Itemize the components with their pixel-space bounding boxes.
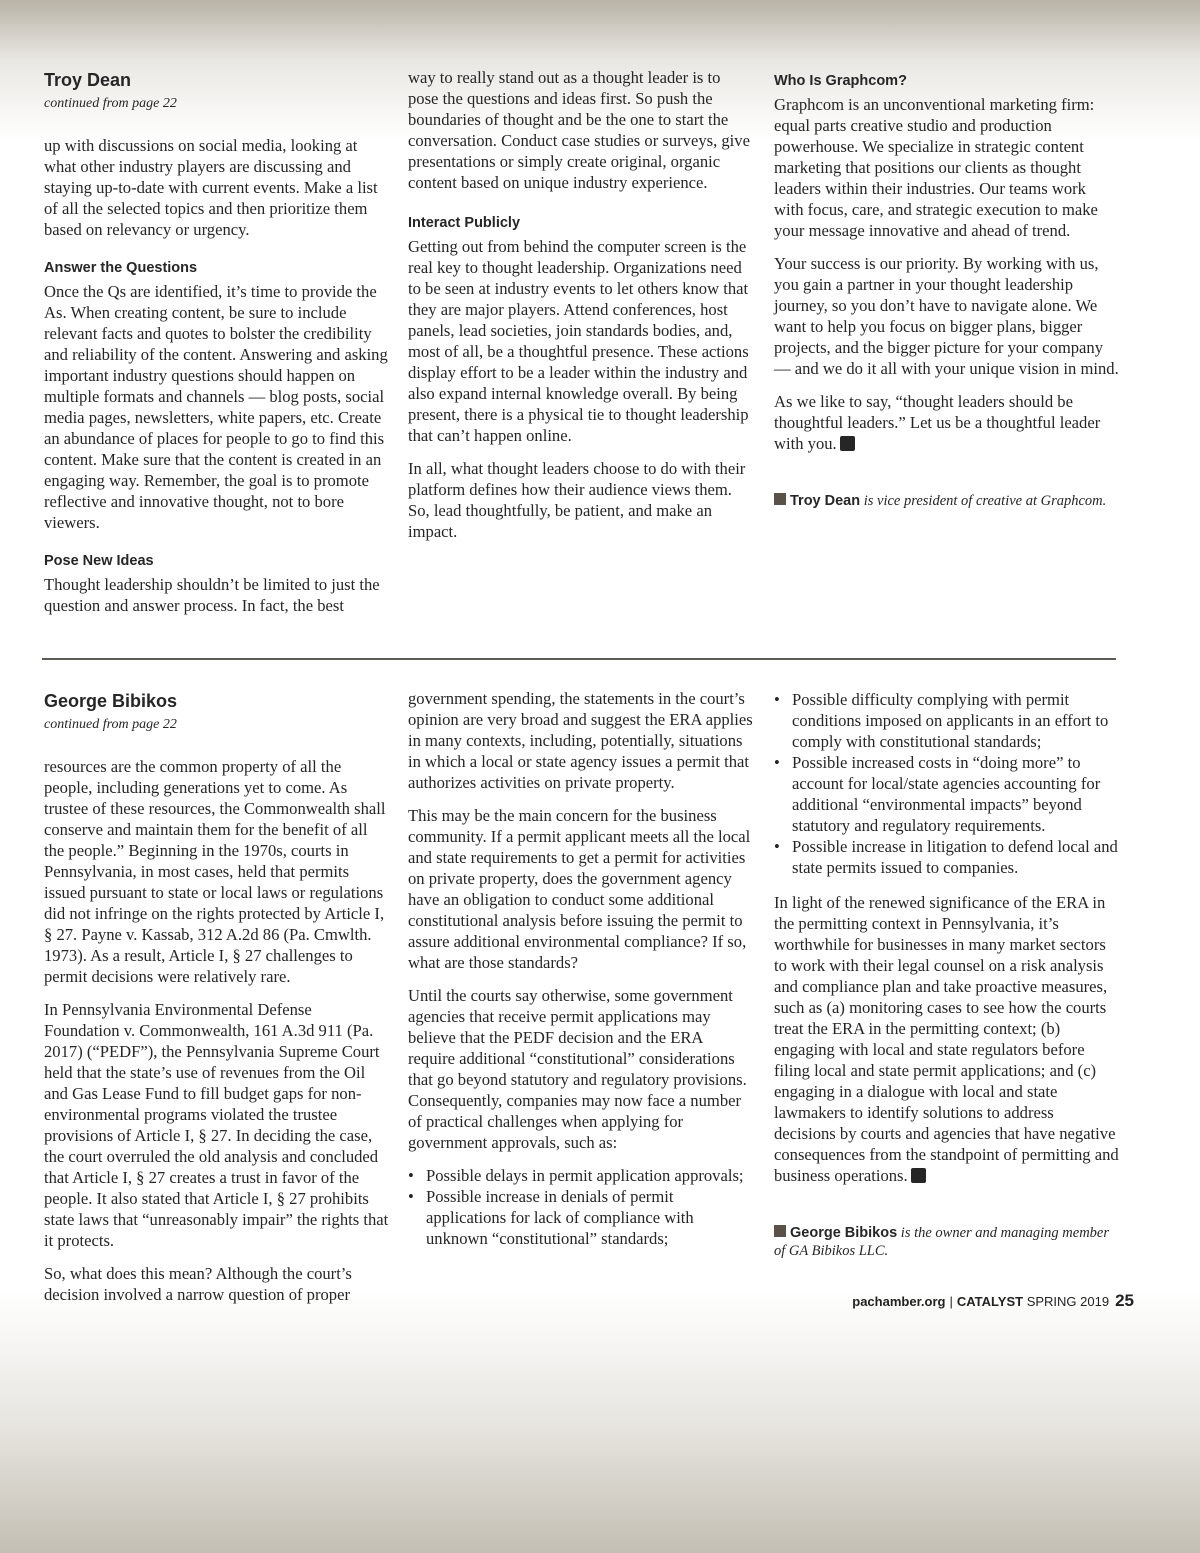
article1-column-3	[774, 71, 1119, 510]
list-item: • Possible difficulty complying with permit conditions imposed on applicants in an effort to comply with constitutional standards;	[774, 689, 1119, 752]
paragraph: Thought leadership shouldn’t be limited to just the question and answer process. In fact, the best	[44, 575, 380, 615]
paragraph: In all, what thought leaders choose to do with their platform defines how their audience views them. So, lead thoughtfully, be patient, and make an impact.	[408, 459, 746, 541]
list-item: • Possible increase in litigation to defend local and state permits issued to companies.	[774, 836, 1119, 878]
list-item: • Possible increase in denials of permit applications for lack of compliance with unknown “constitutional” standards;	[408, 1186, 753, 1249]
article2-column-2	[408, 688, 753, 1261]
footer-magazine: CATALYST	[956, 1294, 1024, 1309]
bullet-list	[774, 689, 1119, 878]
bio-square-icon	[774, 1225, 786, 1237]
author-name: George Bibikos	[44, 691, 178, 711]
footer-separator: |	[949, 1294, 953, 1309]
article1-column-1	[44, 69, 389, 628]
bio-square-icon	[774, 493, 786, 505]
paragraph: way to really stand out as a thought leader is to pose the questions and ideas first. So push the boundaries of thought and be the one to start the conversation. Conduct case studies or surveys, give presentations or simply create original, organic content based on unique industry experience.	[408, 68, 750, 192]
paragraph: Until the courts say otherwise, some government agencies that receive permit applications may believe that the PEDF decision and the ERA require additional “constitutional” considerations that go beyond statutory and regulatory provisions. Consequently, companies may now face a number of practical challenges when applying for government approvals, such as:	[408, 986, 747, 1152]
paragraph-text: As we like to say, “thought leaders should be thoughtful leaders.” Let us be a thoughtful leader with you.	[774, 392, 1101, 453]
list-item: • Possible delays in permit application approvals;	[408, 1165, 753, 1186]
paragraph-with-endmark	[774, 892, 1119, 1186]
author-bio	[774, 492, 1119, 510]
paragraph: up with discussions on social media, looking at what other industry players are discussing and staying up-to-date with current events. Make a list of all the selected topics and then prioritize them based on relevancy or urgency.	[44, 136, 378, 239]
page-number: 25	[1115, 1291, 1134, 1310]
article2-column-3	[774, 689, 1119, 1260]
section-divider	[42, 658, 1116, 660]
section-heading: Pose New Ideas	[44, 553, 154, 569]
bio-text: is vice president of creative at Graphcom.	[863, 493, 1107, 509]
paragraph-with-endmark	[774, 391, 1119, 454]
end-mark-icon	[840, 436, 855, 451]
list-item: • Possible increased costs in “doing more” to account for local/state agencies accounting for additional “environmental impacts” beyond statutory and regulatory requirements.	[774, 752, 1119, 836]
continued-note: continued from page 22	[44, 96, 177, 111]
footer-site-link[interactable]: pachamber.org	[852, 1294, 946, 1309]
section-heading: Who Is Graphcom?	[774, 73, 907, 89]
paragraph: In Pennsylvania Environmental Defense Foundation v. Commonwealth, 161 A.3d 911 (Pa. 2017) (“PEDF”), the Pennsylvania Supreme Court held that the state’s use of revenues from the Oil and Gas Lease Fund to fill budget gaps for non-environmental programs violated the trustee provisions of Article I, § 27. In deciding the case, the court overruled the old analysis and concluded that Article I, § 27 creates a trust in favor of the people. It also stated that Article I, § 27 prohibits state laws that “unreasonably impair” the rights that it protects.	[44, 1000, 389, 1250]
paragraph: resources are the common property of all the people, including generations yet to come. As trustee of these resources, the Commonwealth shall conserve and maintain them for the benefit of all the people.” Beginning in the 1970s, courts in Pennsylvania, in most cases, held that permits issued pursuant to state or local laws or regulations did not infringe on the rights protected by Article I, § 27. Payne v. Kassab, 312 A.2d 86 (Pa. Cmwlth. 1973). As a result, Article I, § 27 challenges to permit decisions were relatively rare.	[44, 757, 386, 986]
paragraph: Once the Qs are identified, it’s time to provide the As. When creating content, be sure to include relevant facts and quotes to bolster the credibility and reliability of the content. Answering and asking important industry questions should happen on multiple formats and channels — blog posts, social media pages, newsletters, white papers, etc. Create an abundance of places for people to go to find this content. Make sure that the content is created in an engaging way. Remember, the goal is to promote reflective and innovative thought, not to bore viewers.	[44, 282, 388, 532]
bio-text: is the owner and managing member of GA Bibikos LLC.	[774, 1225, 1110, 1259]
paragraph: This may be the main concern for the business community. If a permit applicant meets all the local and state requirements to get a permit for activities on private property, does the government agency have an obligation to conduct some additional constitutional analysis before issuing the permit to assure additional environmental compliance? If so, what are those standards?	[408, 806, 751, 972]
bullet-list	[408, 1165, 753, 1249]
footer-issue: SPRING 2019	[1026, 1294, 1110, 1309]
end-mark-icon	[911, 1168, 926, 1183]
article2-column-1	[44, 690, 389, 1317]
author-bio	[774, 1224, 1119, 1260]
paragraph: Graphcom is an unconventional marketing firm: equal parts creative studio and production powerhouse. We specialize in strategic content marketing that positions our clients as thought leaders within their industries. Our teams work with focus, care, and strategic execution to make your message innovative and ahead of trend.	[774, 95, 1098, 240]
section-heading: Interact Publicly	[408, 215, 521, 231]
bio-author-name: George Bibikos	[790, 1225, 898, 1241]
paragraph: Your success is our priority. By working with us, you gain a partner in your thought leadership journey, so you don’t have to navigate alone. We want to help you focus on bigger plans, bigger projects, and the bigger picture for your company — and we do it all with your unique vision in mind.	[774, 254, 1119, 378]
article1-column-2	[408, 67, 753, 554]
continued-note: continued from page 22	[44, 717, 177, 732]
paragraph: Getting out from behind the computer screen is the real key to thought leadership. Organizations need to be seen at industry events to let others know that they are major players. Attend conferences, host panels, lead societies, join standards bodies, and, most of all, be a thoughtful presence. These actions display effort to be a leader within the industry and also expand internal knowledge overall. By being present, there is a physical tie to thought leadership that can’t happen online.	[408, 237, 749, 445]
section-heading: Answer the Questions	[44, 260, 198, 276]
paragraph-text: In light of the renewed significance of the ERA in the permitting context in Pennsylvania, it’s worthwhile for businesses in many market sectors to work with their legal counsel on a risk analysis and compliance plan and take proactive measures, such as (a) monitoring cases to see how the courts treat the ERA in the permitting context; (b) engaging with local and state regulators before filing local and state permit applications; and (c) engaging in a dialogue with local and state lawmakers to identify solutions to address decisions by courts and agencies that have negative consequences from the standpoint of permitting and business operations.	[774, 893, 1119, 1185]
paragraph: So, what does this mean? Although the court’s decision involved a narrow question of proper	[44, 1264, 352, 1304]
paragraph: government spending, the statements in the court’s opinion are very broad and suggest the ERA applies in many contexts, including, potentially, situations in which a local or state agency issues a permit that authorizes activities on private property.	[408, 689, 753, 792]
bio-author-name: Troy Dean	[790, 493, 861, 509]
page-footer	[852, 1291, 1134, 1311]
author-name: Troy Dean	[44, 70, 132, 90]
